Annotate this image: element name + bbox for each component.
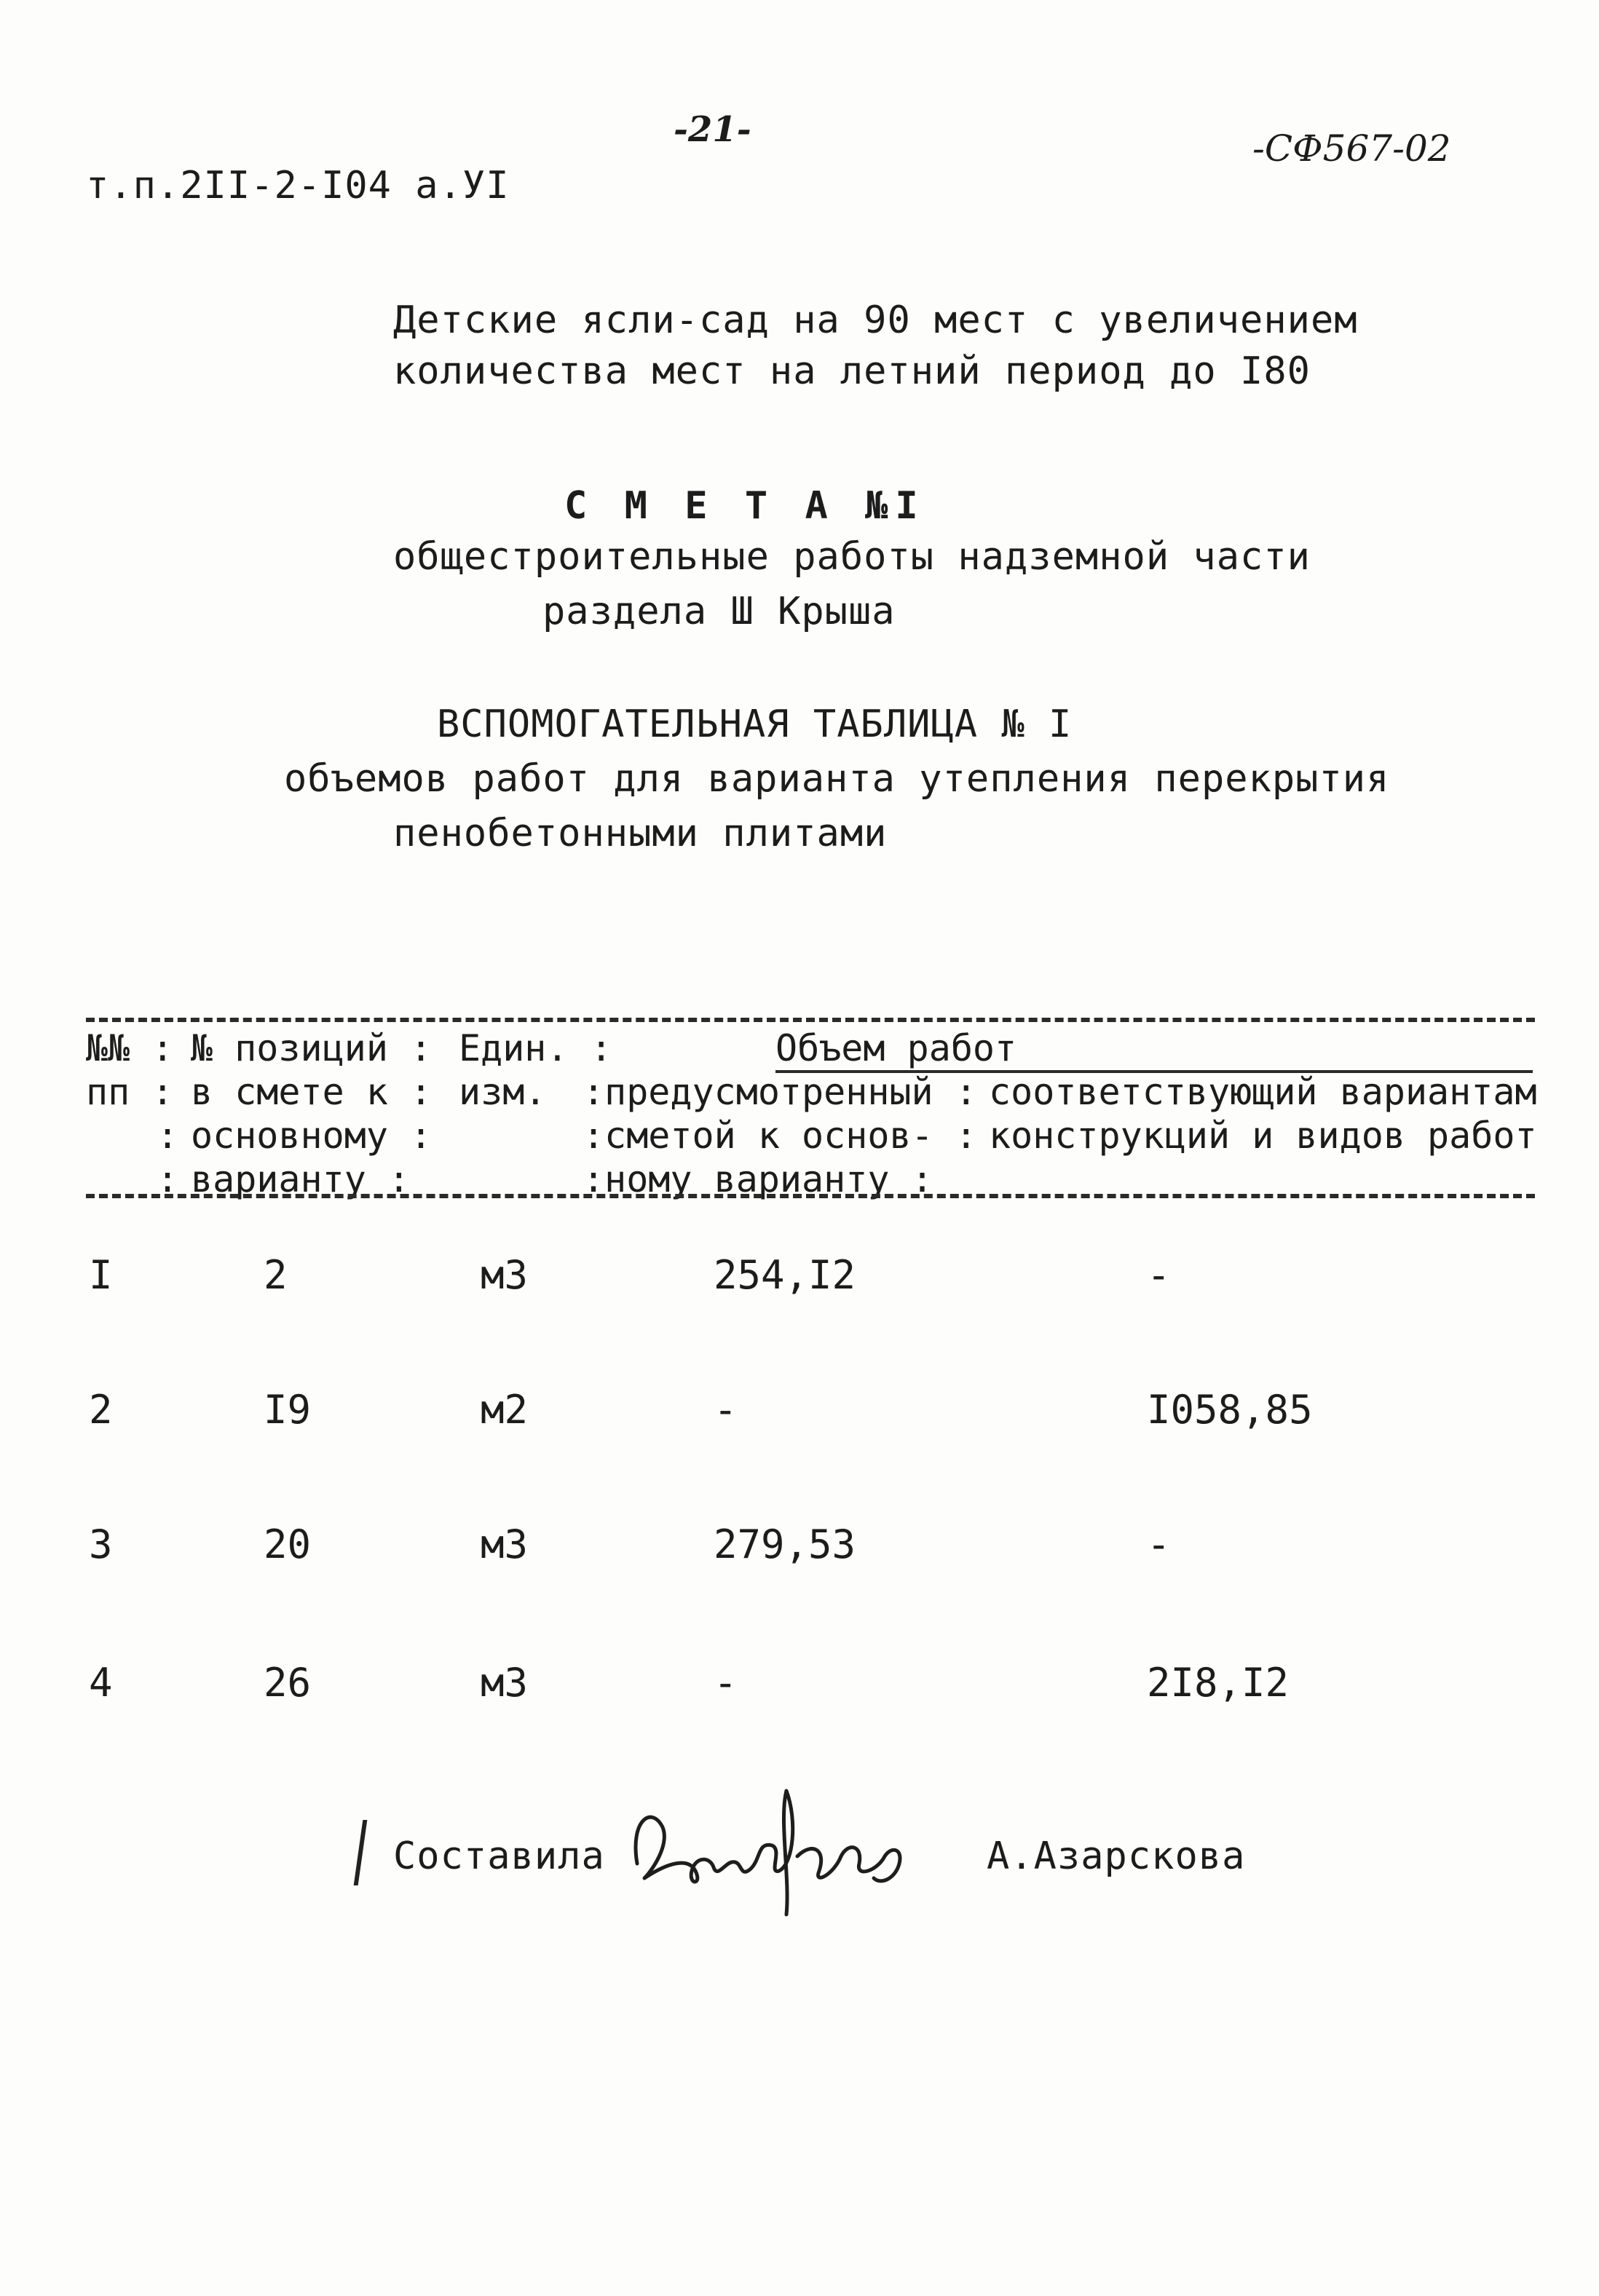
header-base-line: :сметой к основ- : (583, 1115, 977, 1157)
row-number: 2 (89, 1387, 113, 1433)
header-volume-group (775, 1026, 1533, 1073)
aux-table-line2: пенобетонными плитами (393, 812, 888, 855)
project-title-line1: Детские ясли-сад на 90 мест с увеличением (393, 298, 1358, 342)
table-top-rule (86, 1018, 1535, 1022)
header-variant-col (989, 1070, 1537, 1157)
margin-mark (354, 1820, 375, 1885)
header-volume-label: Объем работ (775, 1027, 1017, 1069)
signature (623, 1776, 914, 1922)
row-base-volume: - (714, 1387, 738, 1433)
row-number: 4 (89, 1660, 113, 1706)
header-base-line: :предусмотренный : (583, 1071, 977, 1113)
header-unit-line: изм. (459, 1071, 547, 1113)
compiler-name: А.Азарскова (987, 1834, 1246, 1878)
header-position-line: в смете к : (191, 1071, 433, 1113)
header-unit-line: Един. : (459, 1027, 612, 1069)
row-variant-volume: - (1147, 1521, 1171, 1567)
row-unit: м2 (481, 1387, 529, 1433)
row-position: 2 (264, 1252, 288, 1298)
aux-table-line1: объемов работ для варианта утепления перекрытия (284, 757, 1390, 801)
header-position-col (191, 1026, 432, 1201)
table-header-rule (86, 1194, 1535, 1198)
project-title-line2: количества мест на летний период до I80 (393, 349, 1311, 393)
header-position-line: № позиций : (191, 1027, 433, 1069)
estimate-line2: раздела Ш Крыша (542, 590, 896, 633)
estimate-heading: С М Е Т А №I (564, 484, 925, 528)
row-unit: м3 (481, 1660, 529, 1706)
row-number: 3 (89, 1521, 113, 1567)
header-base-col (583, 1070, 977, 1201)
estimate-line1: общестроительные работы надземной части (393, 535, 1311, 579)
row-base-volume: 254,I2 (714, 1252, 856, 1298)
row-base-volume: 279,53 (714, 1521, 856, 1567)
row-number: I (89, 1252, 113, 1298)
row-position: 26 (264, 1660, 312, 1706)
row-position: I9 (264, 1387, 312, 1433)
archive-code: -СФ567-02 (1252, 127, 1451, 170)
header-base-line: :ному варианту : (583, 1158, 933, 1200)
compiled-by-label: Составила (393, 1834, 605, 1878)
header-number-line: №№ : (86, 1027, 174, 1069)
row-variant-volume: 2I8,I2 (1147, 1660, 1290, 1706)
header-variant-line: соответствующий вариантам (989, 1071, 1537, 1113)
header-number-col (86, 1026, 178, 1201)
header-variant-line: конструкций и видов работ (989, 1115, 1537, 1157)
row-unit: м3 (481, 1252, 529, 1298)
header-number-line: : (157, 1115, 179, 1157)
row-unit: м3 (481, 1521, 529, 1567)
document-code: т.п.2II-2-I04 а.УI (86, 164, 510, 207)
page-number: -21- (674, 109, 751, 150)
header-number-line: : (157, 1158, 179, 1200)
aux-table-heading: ВСПОМОГАТЕЛЬНАЯ ТАБЛИЦА № I (437, 702, 1073, 746)
header-position-line: варианту : (191, 1158, 411, 1200)
row-position: 20 (264, 1521, 312, 1567)
header-position-line: основному : (191, 1115, 433, 1157)
row-base-volume: - (714, 1660, 738, 1706)
header-number-line: пп : (86, 1071, 174, 1113)
row-variant-volume: - (1147, 1252, 1171, 1298)
row-variant-volume: I058,85 (1147, 1387, 1313, 1433)
